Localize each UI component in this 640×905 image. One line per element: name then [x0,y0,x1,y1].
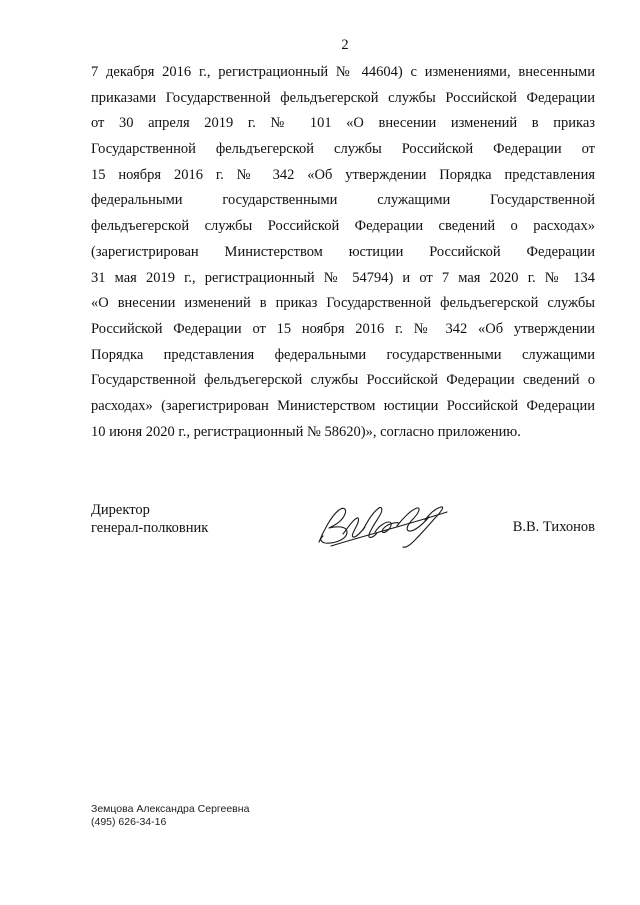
body-line: Порядка представления федеральными государственными служащими [91,346,595,363]
body-line: фельдъегерской службы Российской Федерации сведений о расходах» [91,218,595,235]
body-line: 15 ноября 2016 г. № 342 «Об утверждении Порядка представления [91,166,595,183]
body-line: 31 мая 2019 г., регистрационный № 54794) и от 7 мая 2020 г. № 134 [91,269,595,286]
body-line: от 30 апреля 2019 г. № 101 «О внесении изменений в приказ [91,115,595,132]
executor-name: Земцова Александра Сергеевна [91,803,250,815]
signatory-position-line: Директор [91,502,150,518]
body-line: приказами Государственной фельдъегерской службы Российской Федерации [91,89,595,106]
signature-block [91,502,595,562]
body-line: Российской Федерации от 15 ноября 2016 г. № 342 «Об утверждении [91,320,595,337]
body-line: Государственной фельдъегерской службы Российской Федерации сведений о [91,372,595,389]
signatory-name: В.В. Тихонов [512,519,595,535]
signatory-position [91,502,208,537]
body-line-last: 10 июня 2020 г., регистрационный № 58620)», согласно приложению. [91,423,521,440]
handwritten-signature-icon [313,502,453,550]
body-line: «О внесении изменений в приказ Государственной фельдъегерской службы [91,295,595,312]
body-line: расходах» (зарегистрирован Министерством юстиции Российской Федерации [91,397,595,414]
body-line: Государственной фельдъегерской службы Российской Федерации от [91,141,595,158]
executor-phone: (495) 626-34-16 [91,816,167,828]
executor-info [91,803,249,829]
signatory-rank-line: генерал-полковник [91,519,209,536]
body-line: 7 декабря 2016 г., регистрационный № 44604) с изменениями, внесенными [91,64,595,80]
document-body [91,60,595,445]
page-number: 2 [341,37,349,53]
body-line: федеральными государственными служащими Государственной [91,192,595,209]
body-line: (зарегистрирован Министерством юстиции Российской Федерации [91,243,595,260]
